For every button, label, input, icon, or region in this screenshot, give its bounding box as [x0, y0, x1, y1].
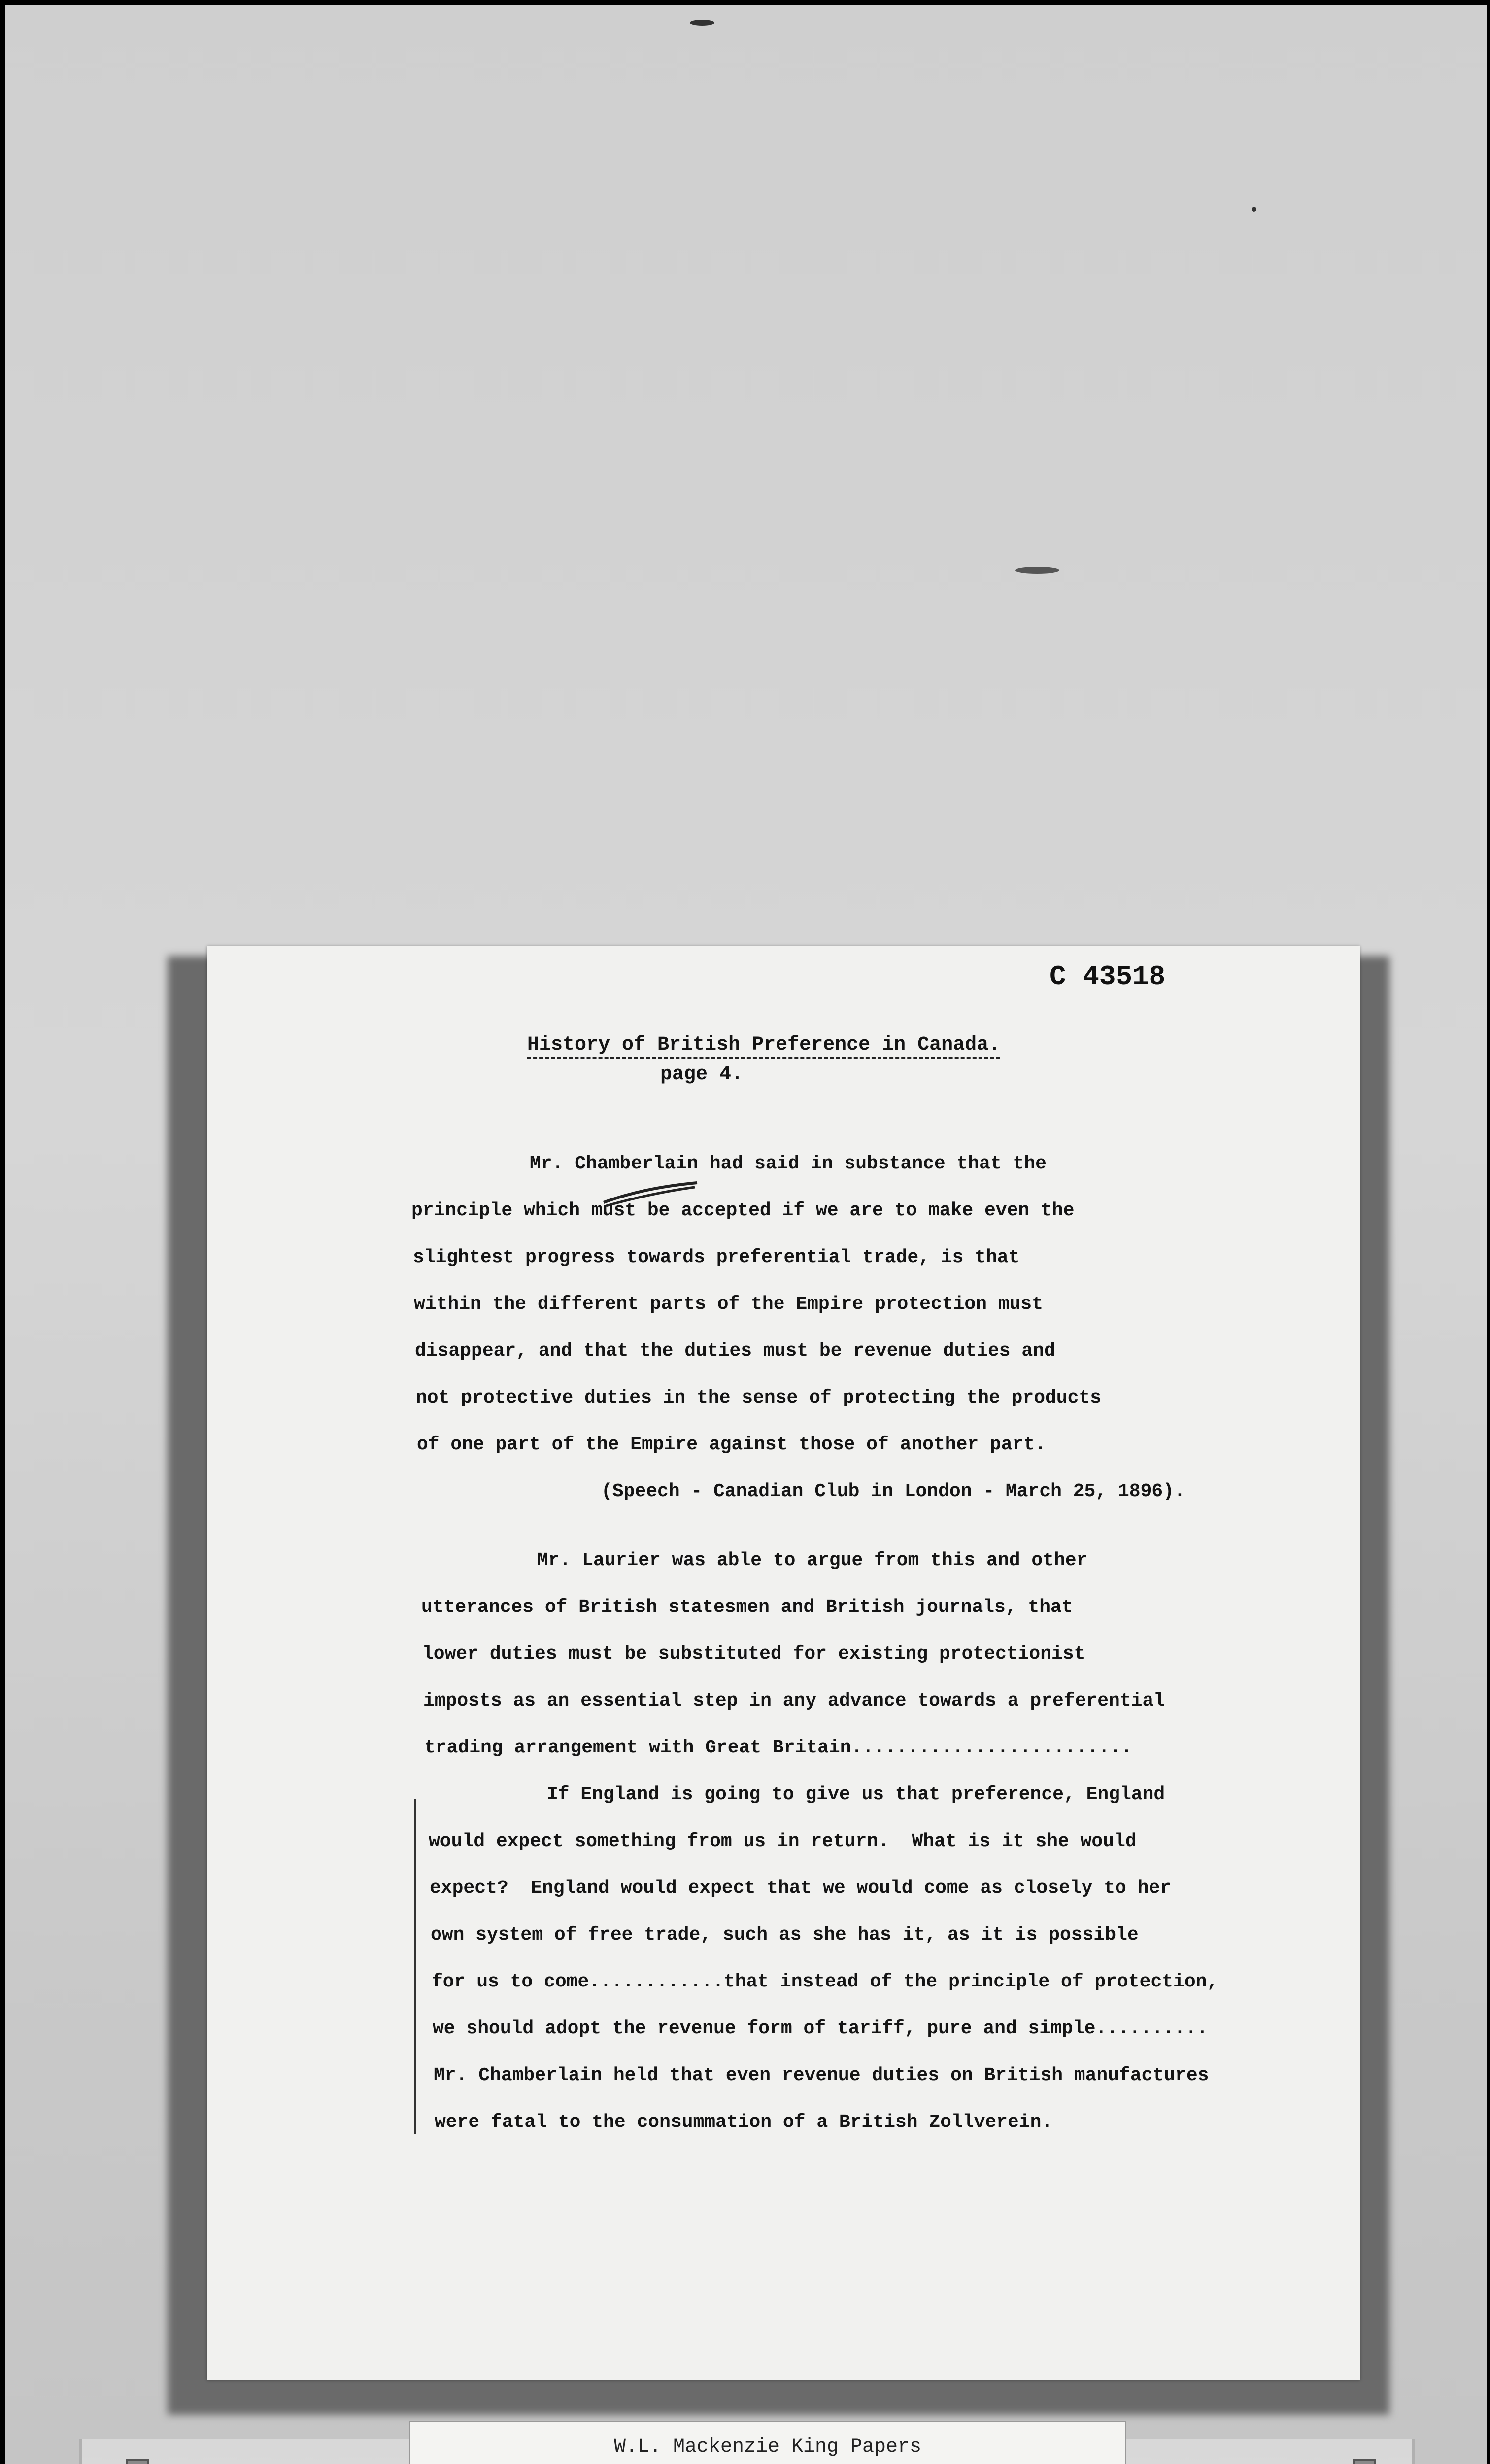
text-line: of one part of the Empire against those of another part.	[417, 1434, 1047, 1455]
quote-line: for us to come............that instead of the principle of protection,	[432, 1971, 1219, 1992]
page-number: page 4.	[660, 1063, 744, 1086]
quote-line: would expect something from us in return. What is it she would	[429, 1831, 1137, 1852]
text-line: not protective duties in the sense of protecting the products	[416, 1387, 1102, 1408]
text-line: lower duties must be substituted for existing protectionist	[422, 1643, 1085, 1665]
citation-line: (Speech - Canadian Club in London - March 25, 1896).	[601, 1481, 1185, 1502]
quote-line: Mr. Chamberlain held that even revenue duties on British manufactures	[434, 2065, 1209, 2086]
clip-left	[126, 2459, 149, 2464]
text-line: principle which must be accepted if we are to make even the	[411, 1200, 1075, 1221]
quote-line: expect? England would expect that we would come as closely to her	[430, 1878, 1172, 1899]
document-number: C 43518	[1050, 961, 1166, 992]
text-line: disappear, and that the duties must be revenue duties and	[415, 1340, 1055, 1362]
text-line: slightest progress towards preferential trade, is that	[413, 1247, 1020, 1268]
text-line: Mr. Chamberlain had said in substance that the	[530, 1153, 1047, 1174]
quote-line: were fatal to the consummation of a British Zollverein.	[435, 2112, 1053, 2133]
text-line: utterances of British statesmen and British journals, that	[421, 1597, 1073, 1618]
quote-line: we should adopt the revenue form of tariff, pure and simple..........	[433, 2018, 1208, 2039]
document-title: History of British Preference in Canada.	[527, 1034, 1000, 1059]
text-line: within the different parts of the Empire protection must	[414, 1294, 1044, 1315]
text-line: Mr. Laurier was able to argue from this and other	[537, 1550, 1088, 1571]
speck	[690, 20, 714, 26]
collection-label	[409, 2421, 1126, 2464]
speck	[1015, 567, 1059, 574]
clip-right	[1353, 2459, 1376, 2464]
margin-bracket-line	[414, 1799, 416, 2134]
quote-line: own system of free trade, such as she has it, as it is possible	[431, 1924, 1139, 1946]
speck	[1252, 207, 1256, 212]
collection-name: W.L. Mackenzie King Papers	[613, 2436, 922, 2458]
text-line: imposts as an essential step in any advance towards a preferential	[423, 1690, 1165, 1711]
text-line: trading arrangement with Great Britain.........................	[424, 1737, 1132, 1758]
quote-line: If England is going to give us that preference, England	[547, 1784, 1165, 1805]
